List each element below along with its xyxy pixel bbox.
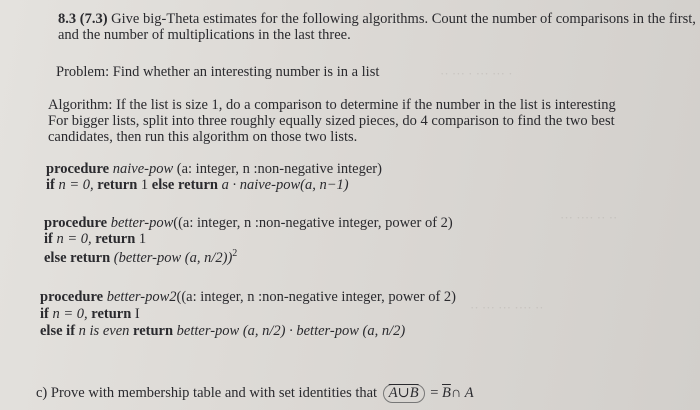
proc2-body-if — [44, 232, 146, 247]
set-intersection-a: ∩ A — [450, 385, 474, 401]
set-b-complement: $\overline{B}$ — [442, 385, 451, 401]
procedure-name: naive-pow — [112, 161, 174, 177]
keyword-procedure: procedure — [40, 289, 104, 305]
keyword-if: if — [46, 177, 55, 193]
keyword-else-if: else if — [40, 323, 76, 339]
keyword-return: return — [97, 177, 138, 193]
question-header-line1 — [58, 12, 696, 27]
condition: n = 0, — [58, 177, 94, 193]
proc2-signature — [44, 216, 453, 231]
bleed-through-mark: ·· ··· · ··· ··· · — [440, 66, 513, 81]
proc3-signature — [40, 290, 456, 305]
problem-statement — [56, 65, 379, 80]
proc3-body-else — [40, 324, 405, 339]
proc3-body-if — [40, 307, 140, 322]
algorithm-line2 — [48, 114, 615, 129]
procedure-params: ((a: integer, n :non-negative integer, power of 2) — [173, 215, 453, 231]
part-c-text: c) Prove with membership table and with set identities that — [36, 385, 378, 401]
procedure-name: better-pow — [110, 215, 174, 231]
keyword-procedure: procedure — [46, 161, 110, 177]
product-expression: better-pow (a, n/2) · better-pow (a, n/2) — [176, 323, 406, 339]
keyword-return: return — [133, 323, 174, 339]
procedure-params: (a: integer, n :non-negative integer) — [176, 161, 382, 177]
keyword-return: return — [95, 231, 136, 247]
question-text: Give big-Theta estimates for the following algorithms. Count the number of comparisons in the first, — [111, 11, 696, 27]
question-text-continued: and the number of multiplications in the last three. — [58, 27, 351, 43]
question-number: 8.3 (7.3) — [58, 11, 108, 27]
set-union-complement: A∪B — [388, 385, 419, 401]
algorithm-text: Algorithm: If the list is size 1, do a comparison to determine if the number in the list is interesting — [48, 97, 616, 113]
procedure-name: better-pow2 — [106, 289, 177, 305]
algorithm-text: candidates, then run this algorithm on those two lists. — [48, 129, 358, 145]
proc2-body-else — [44, 249, 237, 265]
keyword-procedure: procedure — [44, 215, 108, 231]
keyword-else-return: else return — [44, 249, 111, 266]
return-value: 1 — [138, 231, 147, 247]
algorithm-text: For bigger lists, split into three roughly equally sized pieces, do 4 comparison to find the two best — [48, 113, 615, 129]
keyword-return: return — [91, 306, 132, 322]
return-value: I — [134, 306, 140, 322]
highlight-box — [383, 384, 425, 403]
proc1-body — [46, 178, 349, 193]
recursive-args: (a, n−1) — [300, 177, 349, 193]
condition: n = 0, — [52, 306, 88, 322]
exponent: 2 — [232, 248, 238, 259]
proc1-signature — [46, 162, 382, 177]
condition: n is even — [78, 323, 130, 339]
part-c — [36, 384, 474, 403]
problem-text: Problem: Find whether an interesting number is in a list — [56, 64, 380, 80]
bleed-through-mark: ·· ··· ··· ···· ·· — [470, 300, 544, 315]
procedure-params: ((a: integer, n :non-negative integer, power of 2) — [176, 289, 456, 305]
algorithm-line1 — [48, 98, 616, 113]
expr-a: a · — [221, 177, 237, 193]
recursive-call: naive-pow — [239, 177, 301, 193]
equals-sign: = — [430, 385, 439, 401]
squared-expression: (better-pow (a, n/2)) — [113, 249, 233, 266]
keyword-else-return: else return — [151, 177, 218, 193]
condition: n = 0, — [56, 231, 92, 247]
return-value: 1 — [140, 177, 149, 193]
algorithm-line3 — [48, 130, 357, 145]
keyword-if: if — [44, 231, 53, 247]
bleed-through-mark: ··· ···· ·· ·· — [560, 210, 618, 225]
question-header-line2 — [58, 28, 351, 43]
keyword-if: if — [40, 306, 49, 322]
